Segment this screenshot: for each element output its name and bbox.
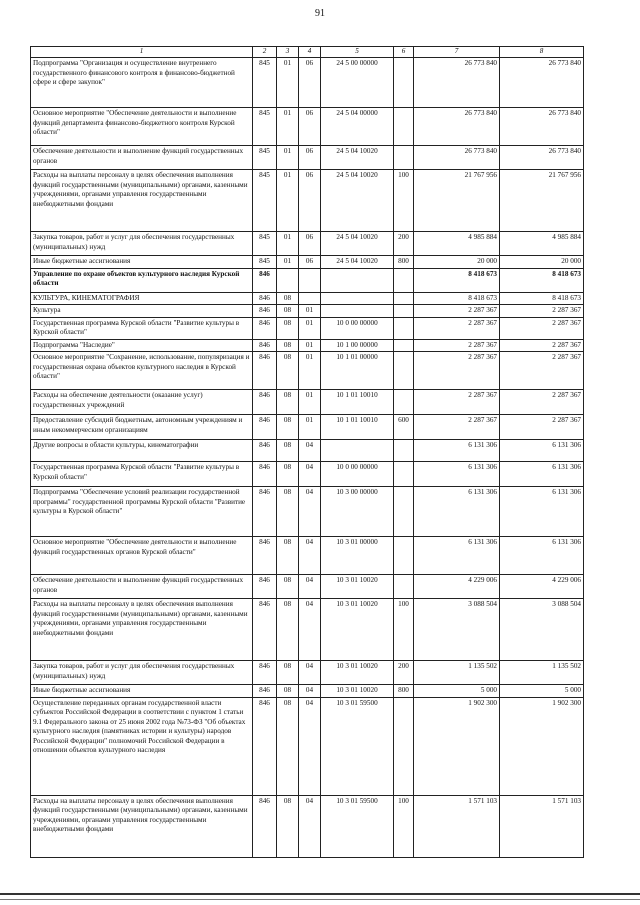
row-name-cell: Подпрограмма "Организация и осуществление внутреннего государственного финансового контроля в финансово-бюджетной сфере и сфере закупок" [31, 58, 253, 108]
row-name-cell: Осуществление переданных органам государственной власти субъектов Российской Федерации в соответствии с пунктом 1 статьи 9.1 Федерального закона от 25 июня 2002 года №73-ФЗ "Об объектах культурного наследия (памятниках истории и культуры) народов Российской Федерации" полномочий Российской Федерации в отношении объектов культурного наследия [31, 697, 253, 795]
row-amount-total-cell: 1 571 103 [500, 795, 584, 857]
row-target-article-cell [321, 292, 394, 305]
row-target-article-cell: 24 5 04 10020 [321, 146, 394, 170]
row-amount-cell: 4 985 884 [414, 232, 500, 256]
row-section-cell: 01 [277, 256, 299, 269]
row-target-article-cell: 10 3 01 10020 [321, 599, 394, 661]
row-code-cell: 846 [253, 697, 277, 795]
row-amount-total-cell: 3 088 504 [500, 599, 584, 661]
row-name-cell: Закупка товаров, работ и услуг для обеспечения государственных (муниципальных) нужд [31, 232, 253, 256]
row-amount-total-cell: 2 287 367 [500, 352, 584, 390]
row-expense-type-cell: 200 [394, 661, 414, 685]
row-name-cell: Культура [31, 305, 253, 318]
row-amount-total-cell: 6 131 306 [500, 487, 584, 537]
row-amount-total-cell: 8 418 673 [500, 268, 584, 292]
row-subsection-cell: 04 [299, 685, 321, 698]
row-target-article-cell: 24 5 04 10020 [321, 232, 394, 256]
row-subsection-cell: 04 [299, 487, 321, 537]
row-name-cell: Расходы на обеспечение деятельности (оказание услуг) государственных учреждений [31, 390, 253, 415]
row-subsection-cell: 01 [299, 415, 321, 440]
row-amount-total-cell: 2 287 367 [500, 390, 584, 415]
row-expense-type-cell: 800 [394, 685, 414, 698]
table-row [31, 170, 584, 232]
row-amount-cell: 26 773 840 [414, 146, 500, 170]
page-number: 91 [315, 8, 325, 19]
row-amount-total-cell: 4 229 006 [500, 575, 584, 599]
row-section-cell: 08 [277, 661, 299, 685]
row-code-cell: 846 [253, 487, 277, 537]
row-target-article-cell: 10 0 00 00000 [321, 317, 394, 339]
row-target-article-cell: 24 5 00 00000 [321, 58, 394, 108]
row-expense-type-cell [394, 697, 414, 795]
header-cell: 1 [31, 47, 253, 58]
row-target-article-cell: 10 3 01 10020 [321, 661, 394, 685]
table-row [31, 462, 584, 487]
row-subsection-cell: 06 [299, 256, 321, 269]
row-code-cell: 846 [253, 268, 277, 292]
row-name-cell: Расходы на выплаты персоналу в целях обеспечения выполнения функций государственными (муниципальными) органами, казенными учреждениями, органами управления государственными внебюджетными фондами [31, 599, 253, 661]
row-name-cell: Обеспечение деятельности и выполнение функций государственных органов [31, 575, 253, 599]
row-section-cell: 08 [277, 390, 299, 415]
table-row [31, 292, 584, 305]
table-row [31, 352, 584, 390]
row-amount-cell: 8 418 673 [414, 268, 500, 292]
row-amount-total-cell: 5 000 [500, 685, 584, 698]
row-subsection-cell: 04 [299, 661, 321, 685]
row-expense-type-cell: 100 [394, 170, 414, 232]
row-expense-type-cell: 600 [394, 415, 414, 440]
table-row [31, 685, 584, 698]
row-target-article-cell: 10 1 01 10010 [321, 415, 394, 440]
row-subsection-cell: 01 [299, 305, 321, 318]
row-section-cell: 08 [277, 415, 299, 440]
header-cell: 8 [500, 47, 584, 58]
row-target-article-cell [321, 305, 394, 318]
row-expense-type-cell [394, 268, 414, 292]
table-row [31, 661, 584, 685]
row-subsection-cell: 06 [299, 146, 321, 170]
table-row [31, 339, 584, 352]
row-amount-cell: 1 571 103 [414, 795, 500, 857]
row-amount-cell: 20 000 [414, 256, 500, 269]
row-code-cell: 846 [253, 795, 277, 857]
row-amount-cell: 2 287 367 [414, 415, 500, 440]
row-amount-cell: 6 131 306 [414, 487, 500, 537]
row-target-article-cell: 10 1 00 00000 [321, 339, 394, 352]
row-code-cell: 846 [253, 537, 277, 575]
row-expense-type-cell [394, 292, 414, 305]
row-code-cell: 845 [253, 108, 277, 146]
row-expense-type-cell [394, 146, 414, 170]
table-row [31, 575, 584, 599]
row-target-article-cell: 24 5 04 00000 [321, 108, 394, 146]
row-name-cell: Государственная программа Курской области "Развитие культуры в Курской области" [31, 317, 253, 339]
budget-table [30, 46, 584, 858]
row-amount-total-cell: 26 773 840 [500, 58, 584, 108]
row-amount-total-cell: 2 287 367 [500, 305, 584, 318]
table-row [31, 317, 584, 339]
row-target-article-cell: 10 0 00 00000 [321, 462, 394, 487]
table-row [31, 146, 584, 170]
row-code-cell: 846 [253, 390, 277, 415]
row-code-cell: 846 [253, 305, 277, 318]
row-subsection-cell: 06 [299, 232, 321, 256]
row-amount-cell: 2 287 367 [414, 317, 500, 339]
row-amount-total-cell: 6 131 306 [500, 537, 584, 575]
row-amount-cell: 21 767 956 [414, 170, 500, 232]
table-body [31, 58, 584, 858]
row-section-cell: 08 [277, 795, 299, 857]
row-amount-total-cell: 2 287 367 [500, 339, 584, 352]
row-code-cell: 845 [253, 232, 277, 256]
row-expense-type-cell: 200 [394, 232, 414, 256]
row-section-cell: 08 [277, 440, 299, 462]
header-cell: 3 [277, 47, 299, 58]
row-name-cell: Другие вопросы в области культуры, кинематографии [31, 440, 253, 462]
row-amount-cell: 2 287 367 [414, 339, 500, 352]
row-name-cell: Основное мероприятие "Сохранение, использование, популяризация и государственная охрана объектов культурного наследия в Курской области" [31, 352, 253, 390]
row-code-cell: 846 [253, 415, 277, 440]
row-subsection-cell: 04 [299, 599, 321, 661]
row-target-article-cell: 24 5 04 10020 [321, 170, 394, 232]
row-section-cell: 01 [277, 108, 299, 146]
row-target-article-cell: 10 3 01 00000 [321, 537, 394, 575]
header-cell: 5 [321, 47, 394, 58]
row-amount-cell: 8 418 673 [414, 292, 500, 305]
table-row [31, 268, 584, 292]
row-code-cell: 846 [253, 292, 277, 305]
row-code-cell: 845 [253, 58, 277, 108]
row-name-cell: Закупка товаров, работ и услуг для обеспечения государственных (муниципальных) нужд [31, 661, 253, 685]
row-subsection-cell [299, 292, 321, 305]
bottom-scan-edge [0, 893, 640, 895]
row-subsection-cell: 04 [299, 440, 321, 462]
row-expense-type-cell [394, 487, 414, 537]
row-amount-total-cell: 4 985 884 [500, 232, 584, 256]
row-amount-cell: 5 000 [414, 685, 500, 698]
row-amount-cell: 2 287 367 [414, 390, 500, 415]
row-section-cell: 01 [277, 58, 299, 108]
row-subsection-cell: 06 [299, 58, 321, 108]
row-section-cell: 08 [277, 462, 299, 487]
table-row [31, 440, 584, 462]
row-target-article-cell: 10 3 01 59500 [321, 697, 394, 795]
row-section-cell: 08 [277, 487, 299, 537]
row-expense-type-cell [394, 339, 414, 352]
header-cell: 6 [394, 47, 414, 58]
row-code-cell: 846 [253, 575, 277, 599]
row-target-article-cell [321, 440, 394, 462]
row-name-cell: Основное мероприятие "Обеспечение деятельности и выполнение функций департамента финансово-бюджетного контроля Курской области" [31, 108, 253, 146]
row-section-cell: 08 [277, 575, 299, 599]
row-amount-cell: 6 131 306 [414, 440, 500, 462]
row-section-cell: 08 [277, 599, 299, 661]
row-expense-type-cell [394, 440, 414, 462]
row-subsection-cell: 04 [299, 462, 321, 487]
row-expense-type-cell [394, 537, 414, 575]
row-amount-total-cell: 20 000 [500, 256, 584, 269]
row-subsection-cell: 04 [299, 697, 321, 795]
row-subsection-cell [299, 268, 321, 292]
row-expense-type-cell [394, 108, 414, 146]
row-expense-type-cell [394, 462, 414, 487]
row-expense-type-cell [394, 58, 414, 108]
row-amount-cell: 6 131 306 [414, 462, 500, 487]
header-cell: 4 [299, 47, 321, 58]
row-subsection-cell: 06 [299, 170, 321, 232]
row-amount-total-cell: 2 287 367 [500, 317, 584, 339]
row-code-cell: 846 [253, 462, 277, 487]
row-subsection-cell: 01 [299, 352, 321, 390]
row-amount-cell: 1 902 300 [414, 697, 500, 795]
row-name-cell: Иные бюджетные ассигнования [31, 256, 253, 269]
row-expense-type-cell [394, 390, 414, 415]
row-expense-type-cell: 800 [394, 256, 414, 269]
row-name-cell: Подпрограмма "Обеспечение условий реализации государственной программы" государственной программы Курской области "Развитие культуры в Курской области" [31, 487, 253, 537]
row-section-cell: 01 [277, 232, 299, 256]
row-amount-cell: 2 287 367 [414, 305, 500, 318]
table-row [31, 305, 584, 318]
row-name-cell: Иные бюджетные ассигнования [31, 685, 253, 698]
row-amount-cell: 26 773 840 [414, 108, 500, 146]
row-name-cell: Основное мероприятие "Обеспечение деятельности и выполнение функций государственных органов Курской области" [31, 537, 253, 575]
row-code-cell: 846 [253, 317, 277, 339]
row-amount-cell: 4 229 006 [414, 575, 500, 599]
row-expense-type-cell [394, 317, 414, 339]
table-row [31, 58, 584, 108]
row-code-cell: 845 [253, 256, 277, 269]
row-subsection-cell: 04 [299, 575, 321, 599]
header-cell: 2 [253, 47, 277, 58]
table-row [31, 256, 584, 269]
row-section-cell: 08 [277, 685, 299, 698]
row-expense-type-cell [394, 575, 414, 599]
row-amount-total-cell: 26 773 840 [500, 108, 584, 146]
row-section-cell: 01 [277, 170, 299, 232]
row-section-cell: 08 [277, 339, 299, 352]
row-expense-type-cell: 100 [394, 795, 414, 857]
row-target-article-cell: 10 3 01 10020 [321, 685, 394, 698]
row-expense-type-cell [394, 305, 414, 318]
row-target-article-cell: 24 5 04 10020 [321, 256, 394, 269]
row-name-cell: Государственная программа Курской области "Развитие культуры в Курской области" [31, 462, 253, 487]
row-target-article-cell: 10 3 01 10020 [321, 575, 394, 599]
table-row [31, 232, 584, 256]
row-subsection-cell: 01 [299, 390, 321, 415]
row-subsection-cell: 04 [299, 795, 321, 857]
table-row [31, 697, 584, 795]
row-amount-total-cell: 21 767 956 [500, 170, 584, 232]
row-amount-total-cell: 2 287 367 [500, 415, 584, 440]
table-row [31, 390, 584, 415]
row-code-cell: 846 [253, 661, 277, 685]
row-name-cell: КУЛЬТУРА, КИНЕМАТОГРАФИЯ [31, 292, 253, 305]
row-section-cell: 08 [277, 697, 299, 795]
row-amount-total-cell: 8 418 673 [500, 292, 584, 305]
row-name-cell: Предоставление субсидий бюджетным, автономным учреждениям и иным некоммерческим организациям [31, 415, 253, 440]
row-subsection-cell: 01 [299, 317, 321, 339]
row-subsection-cell: 06 [299, 108, 321, 146]
header-cell: 7 [414, 47, 500, 58]
row-code-cell: 846 [253, 685, 277, 698]
row-subsection-cell: 04 [299, 537, 321, 575]
table-row [31, 487, 584, 537]
row-section-cell: 01 [277, 146, 299, 170]
row-code-cell: 846 [253, 352, 277, 390]
row-code-cell: 846 [253, 440, 277, 462]
row-amount-total-cell: 1 902 300 [500, 697, 584, 795]
row-name-cell: Подпрограмма "Наследие" [31, 339, 253, 352]
row-expense-type-cell [394, 352, 414, 390]
row-target-article-cell: 10 3 01 59500 [321, 795, 394, 857]
row-code-cell: 845 [253, 170, 277, 232]
row-name-cell: Обеспечение деятельности и выполнение функций государственных органов [31, 146, 253, 170]
table-header-row [31, 47, 584, 58]
row-target-article-cell: 10 1 01 10010 [321, 390, 394, 415]
row-section-cell: 08 [277, 317, 299, 339]
row-amount-total-cell: 6 131 306 [500, 440, 584, 462]
row-amount-cell: 6 131 306 [414, 537, 500, 575]
table-row [31, 599, 584, 661]
bottom-scan-edge-shadow [0, 899, 640, 900]
row-amount-total-cell: 26 773 840 [500, 146, 584, 170]
row-name-cell: Расходы на выплаты персоналу в целях обеспечения выполнения функций государственными (муниципальными) органами, казенными учреждениями, органами управления государственными внебюджетными фондами [31, 795, 253, 857]
row-section-cell [277, 268, 299, 292]
table-row [31, 108, 584, 146]
row-amount-cell: 3 088 504 [414, 599, 500, 661]
row-code-cell: 845 [253, 146, 277, 170]
row-target-article-cell: 10 1 01 00000 [321, 352, 394, 390]
row-code-cell: 846 [253, 599, 277, 661]
row-name-cell: Расходы на выплаты персоналу в целях обеспечения выполнения функций государственными (муниципальными) органами, казенными учреждениями, органами управления государственными внебюджетными фондами [31, 170, 253, 232]
row-code-cell: 846 [253, 339, 277, 352]
row-subsection-cell: 01 [299, 339, 321, 352]
row-section-cell: 08 [277, 292, 299, 305]
row-amount-cell: 2 287 367 [414, 352, 500, 390]
row-target-article-cell [321, 268, 394, 292]
row-section-cell: 08 [277, 352, 299, 390]
row-name-cell: Управление по охране объектов культурного наследия Курской области [31, 268, 253, 292]
table-row [31, 795, 584, 857]
row-target-article-cell: 10 3 00 00000 [321, 487, 394, 537]
table-row [31, 537, 584, 575]
table-row [31, 415, 584, 440]
row-section-cell: 08 [277, 305, 299, 318]
row-section-cell: 08 [277, 537, 299, 575]
row-amount-total-cell: 1 135 502 [500, 661, 584, 685]
row-amount-cell: 26 773 840 [414, 58, 500, 108]
row-amount-cell: 1 135 502 [414, 661, 500, 685]
row-expense-type-cell: 100 [394, 599, 414, 661]
row-amount-total-cell: 6 131 306 [500, 462, 584, 487]
